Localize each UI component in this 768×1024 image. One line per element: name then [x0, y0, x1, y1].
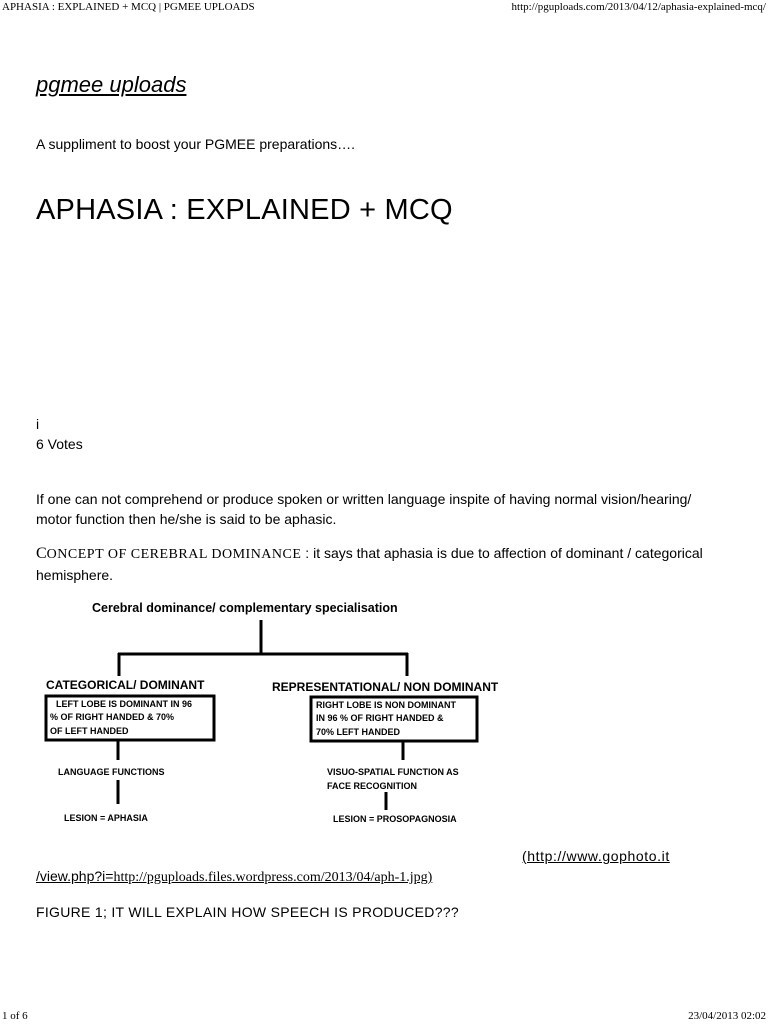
left-box-line-3: OF LEFT HANDED — [50, 726, 129, 736]
print-timestamp: 23/04/2013 02:02 — [688, 1010, 766, 1022]
right-box-line-3: 70% LEFT HANDED — [316, 727, 401, 737]
right-function-line-1: VISUO-SPATIAL FUNCTION AS — [327, 767, 459, 777]
left-heading: CATEGORICAL/ DOMINANT — [46, 678, 205, 692]
site-tagline: A suppliment to boost your PGMEE preparations…. — [36, 136, 356, 152]
right-heading: REPRESENTATIONAL/ NON DOMINANT — [272, 680, 499, 694]
gophoto-link-line-1[interactable]: (http://www.gophoto.it — [522, 848, 670, 864]
right-box-line-1: RIGHT LOBE IS NON DOMINANT — [316, 700, 456, 710]
page-number: 1 of 6 — [2, 1010, 28, 1022]
left-lesion: LESION = APHASIA — [64, 813, 148, 823]
concept-paragraph — [36, 543, 716, 587]
left-box-line-2: % OF RIGHT HANDED & 70% — [50, 712, 175, 722]
left-box-line-1: LEFT LOBE IS DOMINANT IN 96 — [56, 699, 193, 709]
post-title: APHASIA : EXPLAINED + MCQ — [36, 194, 453, 226]
print-header-title: APHASIA : EXPLAINED + MCQ | PGMEE UPLOADS — [2, 1, 255, 13]
rating-icon[interactable]: i — [36, 416, 40, 432]
left-function: LANGUAGE FUNCTIONS — [58, 767, 165, 777]
right-lesion: LESION = PROSOPAGNOSIA — [333, 814, 457, 824]
intro-paragraph: If one can not comprehend or produce spoken or written language inspite of having normal vision/hearing/ motor function then he/she is said to be aphasic. — [36, 491, 692, 527]
votes-count: 6 Votes — [36, 436, 83, 452]
figure-caption: FIGURE 1; IT WILL EXPLAIN HOW SPEECH IS PRODUCED??? — [36, 904, 459, 920]
gophoto-link-line-2[interactable] — [36, 868, 432, 886]
print-header-url: http://pguploads.com/2013/04/12/aphasia-explained-mcq/ — [511, 1, 766, 13]
right-function-line-2: FACE RECOGNITION — [327, 781, 418, 791]
right-box-line-2: IN 96 % OF RIGHT HANDED & — [316, 713, 444, 723]
concept-drop-cap: C — [36, 545, 47, 562]
gophoto-link-path: /view.php?i= — [36, 868, 114, 884]
site-title-link[interactable]: pgmee uploads — [36, 72, 187, 97]
cerebral-dominance-diagram[interactable] — [0, 592, 560, 842]
concept-text: : it says that aphasia is due to affection of dominant / categorical hemisphere. — [36, 545, 703, 583]
gophoto-link-image-url: http://pguploads.files.wordpress.com/2013/04/aph-1.jpg) — [113, 870, 433, 885]
diagram-title: Cerebral dominance/ complementary specialisation — [92, 601, 398, 615]
concept-heading: ONCEPT OF CEREBRAL DOMINANCE — [46, 547, 302, 562]
